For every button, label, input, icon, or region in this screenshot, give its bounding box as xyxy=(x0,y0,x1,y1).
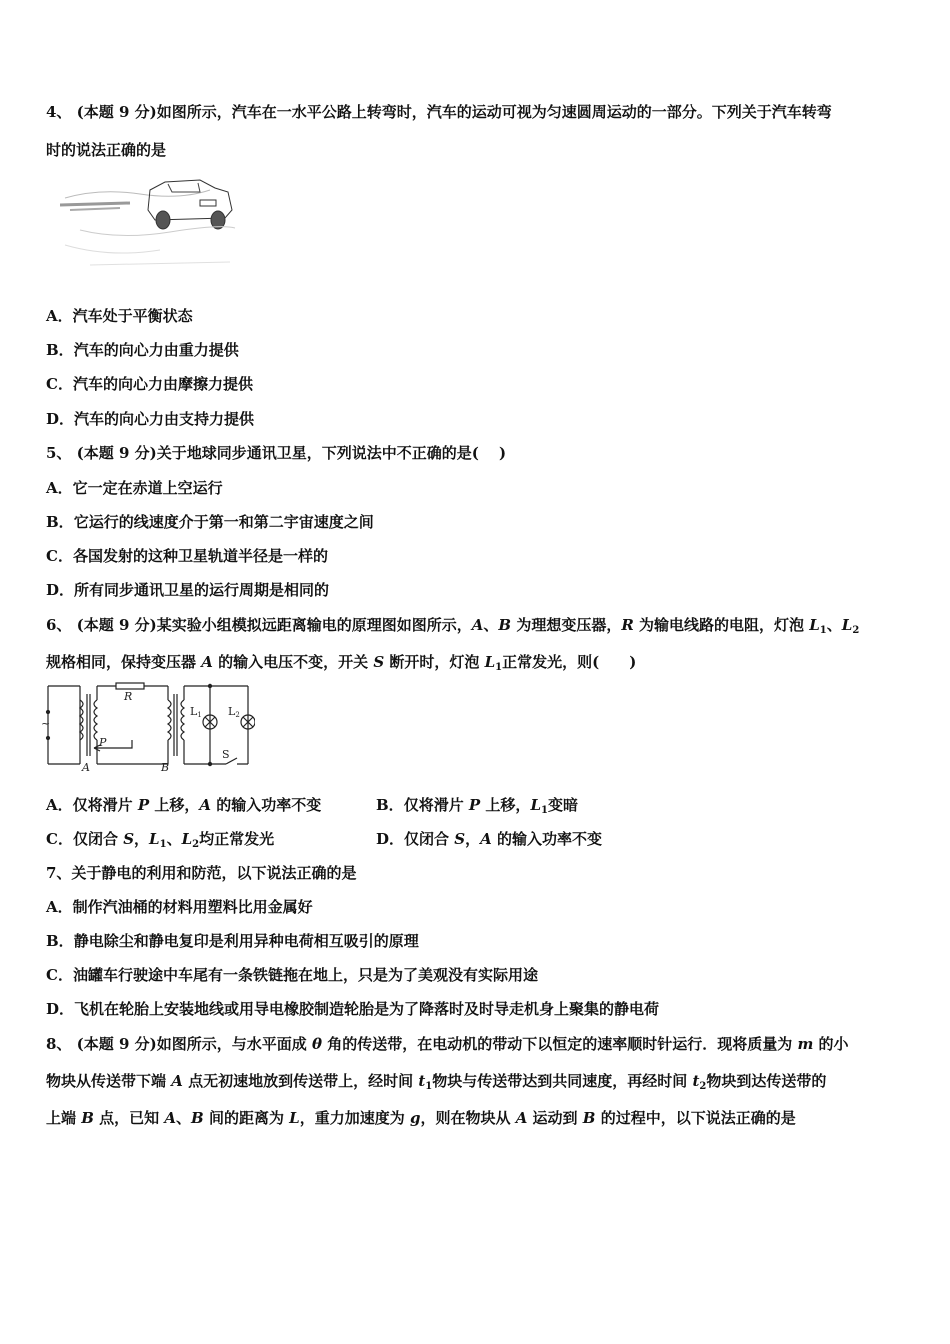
q7-option-b: B．静电除尘和静电复印是利用异种电荷相互吸引的原理 xyxy=(46,932,419,950)
circuit-l1-label: L1 xyxy=(190,705,202,719)
q4-option-d: D．汽车的向心力由支持力提供 xyxy=(46,410,255,428)
q6-option-a: A．仅将滑片 P 上移，A 的输入功率不变 xyxy=(46,796,322,814)
q6-option-c: C．仅闭合 S，$L_1$、$L_2$均正常发光 xyxy=(46,830,275,850)
circuit-s-label: S xyxy=(222,748,230,761)
circuit-source-label: ~ xyxy=(41,717,51,730)
q5-option-d: D．所有同步通讯卫星的运行周期是相同的 xyxy=(46,581,330,599)
q7-option-d: D．飞机在轮胎上安装地线或用导电橡胶制造轮胎是为了降落时及时导走机身上聚集的静电荷 xyxy=(46,1000,660,1018)
q7-option-c: C．油罐车行驶途中车尾有一条铁链拖在地上，只是为了美观没有实际用途 xyxy=(46,966,538,984)
q6-stem-line1: 6、 (本题 9 分)某实验小组模拟远距离输电的原理图如图所示，A、B 为理想变压器，R 为输电线路的电阻，灯泡 $L_1$、$L_2$ xyxy=(46,616,860,636)
q8-stem-line1: 8、 (本题 9 分)如图所示，与水平面成 θ 角的传送带，在电动机的带动下以恒定的速率顺时针运行．现将质量为 m 的小 xyxy=(46,1035,849,1053)
q4-stem-line2: 时的说法正确的是 xyxy=(46,141,167,159)
circuit-p-label: P xyxy=(99,736,107,749)
q4-option-b: B．汽车的向心力由重力提供 xyxy=(46,341,239,359)
q7-option-a: A．制作汽油桶的材料用塑料比用金属好 xyxy=(46,898,313,916)
circuit-l2-label: L2 xyxy=(228,705,240,719)
transmission-circuit-figure xyxy=(40,680,255,772)
circuit-a-label: A xyxy=(82,761,90,772)
q4-option-a: A．汽车处于平衡状态 xyxy=(46,307,193,325)
car-turning-figure xyxy=(60,170,245,285)
q5-stem: 5、 (本题 9 分)关于地球同步通讯卫星，下列说法中不正确的是( ) xyxy=(46,444,507,462)
circuit-b-label: B xyxy=(161,761,170,772)
q5-option-a: A．它一定在赤道上空运行 xyxy=(46,479,223,497)
q8-stem-line3: 上端 B 点，已知 A、B 间的距离为 L，重力加速度为 g，则在物块从 A 运动到 B 的过程中，以下说法正确的是 xyxy=(46,1109,796,1127)
q6-option-d: D．仅闭合 S，A 的输入功率不变 xyxy=(376,830,602,848)
q6-stem-line2: 规格相同，保持变压器 A 的输入电压不变，开关 S 断开时，灯泡 $L_1$正常发光，则( ) xyxy=(46,653,637,673)
q5-option-b: B．它运行的线速度介于第一和第二宇宙速度之间 xyxy=(46,513,374,531)
q7-stem: 7、关于静电的利用和防范，以下说法正确的是 xyxy=(46,864,357,882)
q6-option-b: B．仅将滑片 P 上移，$L_1$变暗 xyxy=(376,796,578,816)
circuit-r-label: R xyxy=(124,690,133,703)
q4-option-c: C．汽车的向心力由摩擦力提供 xyxy=(46,375,253,393)
q4-stem-line1: 4、 (本题 9 分)如图所示，汽车在一水平公路上转弯时，汽车的运动可视为匀速圆周运动的一部分。下列关于汽车转弯 xyxy=(46,103,832,121)
q5-option-c: C．各国发射的这种卫星轨道半径是一样的 xyxy=(46,547,328,565)
q8-stem-line2: 物块从传送带下端 A 点无初速地放到传送带上，经时间 $t_1$物块与传送带达到共同速度，再经时间 $t_2$物块到达传送带的 xyxy=(46,1072,827,1092)
